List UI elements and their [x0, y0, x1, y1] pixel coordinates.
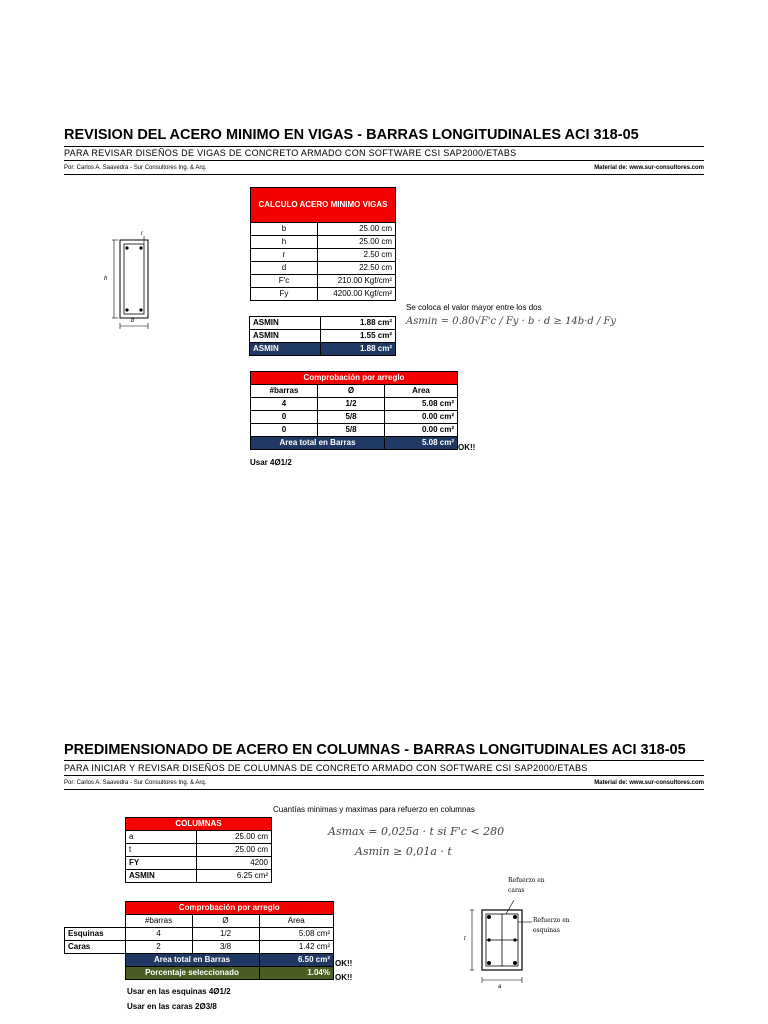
table-total-row: Area total en Barras 6.50 cm²: [65, 954, 334, 967]
beam-formula: Asmin = 0.80√F'c / Fy · b · d ≥ 14b·d / Fy: [406, 316, 617, 327]
table-row: t 25.00 cm: [126, 844, 272, 857]
beam-author-rule: [64, 174, 704, 175]
beam-source: Material de: www.sur-consultores.com: [594, 165, 704, 171]
column-section-diagram: [462, 900, 542, 990]
table-row: 0 5/8 0.00 cm²: [251, 424, 458, 437]
table-row: ASMIN 1.55 cm²: [250, 330, 396, 343]
column-subtitle-rule: [64, 775, 704, 776]
column-diagram-t: t: [464, 936, 466, 942]
table-header-row: #barras Ø Area: [251, 385, 458, 398]
column-dims-header: COLUMNAS: [126, 818, 272, 831]
beam-section-diagram: [110, 228, 160, 332]
beam-note: Se coloca el valor mayor entre los dos: [406, 303, 542, 312]
column-check-header: Comprobación por arreglo: [125, 902, 334, 915]
beam-diagram-h: h: [104, 276, 108, 282]
table-header-row: #barras Ø Area: [65, 915, 334, 928]
column-cuantias-title: Cuantías minimas y maximas para refuerzo en columnas: [273, 805, 475, 814]
column-source: Material de: www.sur-consultores.com: [594, 780, 704, 786]
table-row: r 2.50 cm: [251, 249, 396, 262]
table-row: 0 5/8 0.00 cm²: [251, 411, 458, 424]
beam-usar: Usar 4Ø1/2: [250, 458, 292, 467]
column-title-rule: [64, 760, 704, 761]
column-formula-min: Asmin ≥ 0,01a · t: [355, 845, 452, 858]
table-row: F'c 210.00 Kgf/cm²: [251, 275, 396, 288]
column-formula-max: Asmax = 0,025a · t si F'c < 280: [328, 825, 505, 838]
beam-diagram-b: b: [131, 318, 135, 324]
beam-asmin-table: [249, 316, 396, 356]
table-row: Fy 4200.00 Kgf/cm²: [251, 288, 396, 301]
table-row: a 25.00 cm: [126, 831, 272, 844]
table-row: ASMIN 1.88 cm²: [250, 343, 396, 356]
table-row: ASMIN 6.25 cm²: [126, 870, 272, 883]
table-row: Esquinas 4 1/2 5.08 cm²: [65, 928, 334, 941]
table-row: FY 4200: [126, 857, 272, 870]
column-diagram-caras-label: Refuerzo en caras: [508, 877, 545, 894]
table-row: Caras 2 3/8 1.42 cm²: [65, 941, 334, 954]
column-author-rule: [64, 789, 704, 790]
beam-title: REVISION DEL ACERO MINIMO EN VIGAS - BARRAS LONGITUDINALES ACI 318-05: [64, 127, 639, 143]
column-check-table: [64, 901, 334, 980]
beam-check-table: [250, 371, 458, 450]
table-pct-row: Porcentaje seleccionado 1.04%: [65, 967, 334, 980]
beam-author: Por: Carlos A. Saavedra - Sur Consultores Ing. & Arq.: [64, 165, 207, 171]
column-usar-caras: Usar en las caras 2Ø3/8: [127, 1002, 217, 1011]
table-row: h 25.00 cm: [251, 236, 396, 249]
column-diagram-a: a: [498, 984, 502, 990]
column-subtitle: PARA INICIAR Y REVISAR DISEÑOS DE COLUMNAS DE CONCRETO ARMADO CON SOFTWARE CSI SAP2000/ETABS: [64, 763, 588, 773]
beam-diagram-r: r: [141, 231, 143, 237]
table-row: 4 1/2 5.08 cm²: [251, 398, 458, 411]
table-total-row: Area total en Barras 5.08 cm²: [251, 437, 458, 450]
column-usar-esquinas: Usar en las esquinas 4Ø1/2: [127, 987, 231, 996]
column-ok-pct: OK!!: [335, 973, 353, 982]
column-diagram-esquinas-label: Refuerzo en esquinas: [533, 917, 570, 934]
column-ok-total: OK!!: [335, 959, 353, 968]
beam-check-header: Comprobación por arreglo: [251, 372, 458, 385]
column-author: Por: Carlos A. Saavedra - Sur Consultores Ing. & Arq.: [64, 780, 207, 786]
column-dims-table: [125, 817, 272, 883]
beam-subtitle-rule: [64, 160, 704, 161]
beam-calc-table: [250, 187, 396, 301]
table-row: d 22.50 cm: [251, 262, 396, 275]
table-row: b 25.00 cm: [251, 223, 396, 236]
beam-subtitle: PARA REVISAR DISEÑOS DE VIGAS DE CONCRETO ARMADO CON SOFTWARE CSI SAP2000/ETABS: [64, 148, 517, 158]
beam-title-rule: [64, 146, 704, 147]
table-row: ASMIN 1.88 cm²: [250, 317, 396, 330]
beam-ok: OK!!: [458, 443, 476, 452]
beam-calc-header: CALCULO ACERO MINIMO VIGAS: [251, 188, 396, 223]
column-title: PREDIMENSIONADO DE ACERO EN COLUMNAS - BARRAS LONGITUDINALES ACI 318-05: [64, 742, 686, 758]
